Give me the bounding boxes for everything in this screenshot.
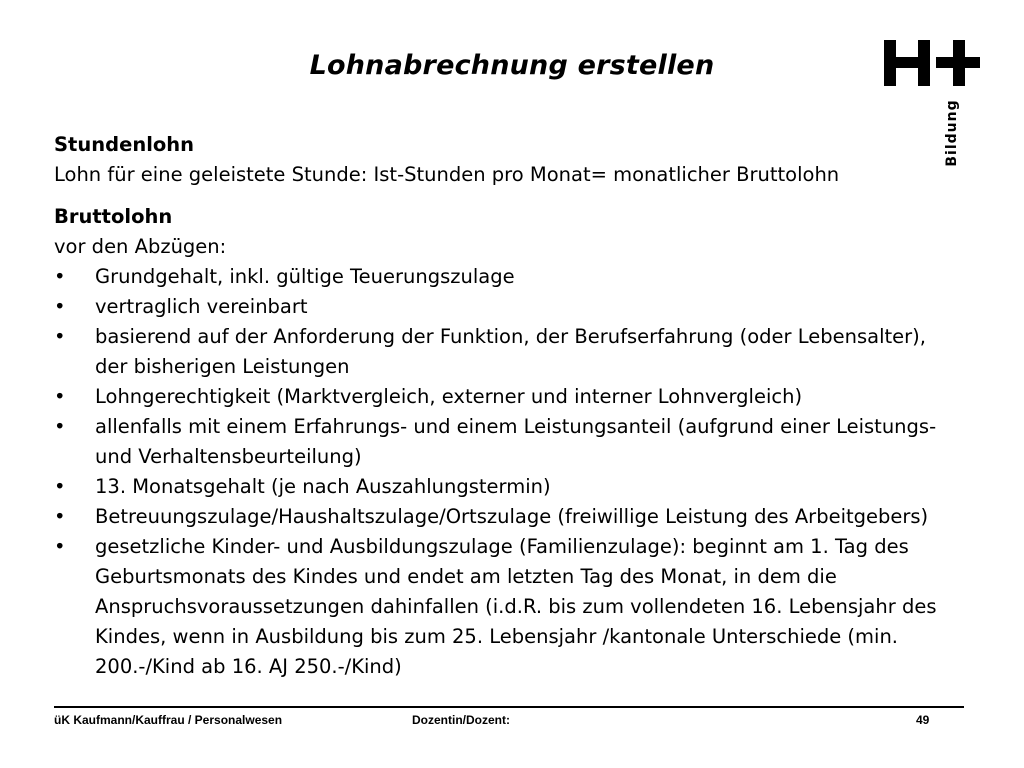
bullet-line: Betreuungszulage/Haushaltszulage/Ortszulage (freiwillige Leistung des Arbeitgebers) xyxy=(95,505,929,528)
section-text: vor den Abzügen: xyxy=(54,235,227,258)
bullet-line: basierend auf der Anforderung der Funktion, der Berufserfahrung (oder Lebensalter), xyxy=(95,325,926,348)
bullet-marker: • xyxy=(54,265,66,288)
bullet-item xyxy=(54,472,989,502)
bullet-item xyxy=(54,382,989,412)
section-text: Lohn für eine geleistete Stunde: Ist-Stunden pro Monat= monatlicher Bruttolohn xyxy=(54,163,840,186)
bullet-line: gesetzliche Kinder- und Ausbildungszulage (Familienzulage): beginnt am 1. Tag des xyxy=(95,535,909,558)
section-heading: Bruttolohn xyxy=(54,205,173,228)
bullet-line: allenfalls mit einem Erfahrungs- und einem Leistungsanteil (aufgrund einer Leistungs- xyxy=(95,415,937,438)
logo-word-text: Bildung xyxy=(944,99,960,167)
bullet-marker: • xyxy=(54,385,66,408)
bullet-line: vertraglich vereinbart xyxy=(95,295,308,318)
bullet-item xyxy=(54,262,989,292)
footer-divider xyxy=(54,706,964,708)
bullet-marker: • xyxy=(54,295,66,318)
bullet-marker: • xyxy=(54,535,66,558)
page-number: 49 xyxy=(916,713,930,727)
section-bruttolohn xyxy=(54,202,989,262)
bullet-item xyxy=(54,292,989,322)
bullet-marker: • xyxy=(54,415,66,438)
bullet-line: Grundgehalt, inkl. gültige Teuerungszulage xyxy=(95,265,515,288)
bullet-line: und Verhaltensbeurteilung) xyxy=(95,445,362,468)
bullet-marker: • xyxy=(54,505,66,528)
bullet-line: Geburtsmonats des Kindes und endet am letzten Tag des Monat, in dem die xyxy=(95,565,837,588)
slide-body xyxy=(54,130,989,682)
bullet-line: Kindes, wenn in Ausbildung bis zum 25. Lebensjahr /kantonale Unterschiede (min. xyxy=(95,625,899,648)
bullet-item xyxy=(54,322,989,382)
section-stundenlohn xyxy=(54,130,989,190)
bullet-item xyxy=(54,502,989,532)
bullet-item xyxy=(54,532,989,682)
bullet-line: 200.-/Kind ab 16. AJ 250.-/Kind) xyxy=(95,655,402,678)
bullet-line: 13. Monatsgehalt (je nach Auszahlungstermin) xyxy=(95,475,551,498)
bullet-item xyxy=(54,412,989,472)
section-heading: Stundenlohn xyxy=(54,133,195,156)
footer-course: üK Kaufmann/Kauffrau / Personalwesen xyxy=(54,713,283,727)
bullet-line: Anspruchsvoraussetzungen dahinfallen (i.d.R. bis zum vollendeten 16. Lebensjahr des xyxy=(95,595,937,618)
footer-lecturer: Dozentin/Dozent: xyxy=(412,713,510,727)
bullet-list xyxy=(54,262,989,682)
bullet-marker: • xyxy=(54,325,66,348)
bullet-line: Lohngerechtigkeit (Marktvergleich, externer und interner Lohnvergleich) xyxy=(95,385,803,408)
bullet-marker: • xyxy=(54,475,66,498)
slide-title: Lohnabrechnung erstellen xyxy=(309,50,715,81)
bullet-line: der bisherigen Leistungen xyxy=(95,355,350,378)
